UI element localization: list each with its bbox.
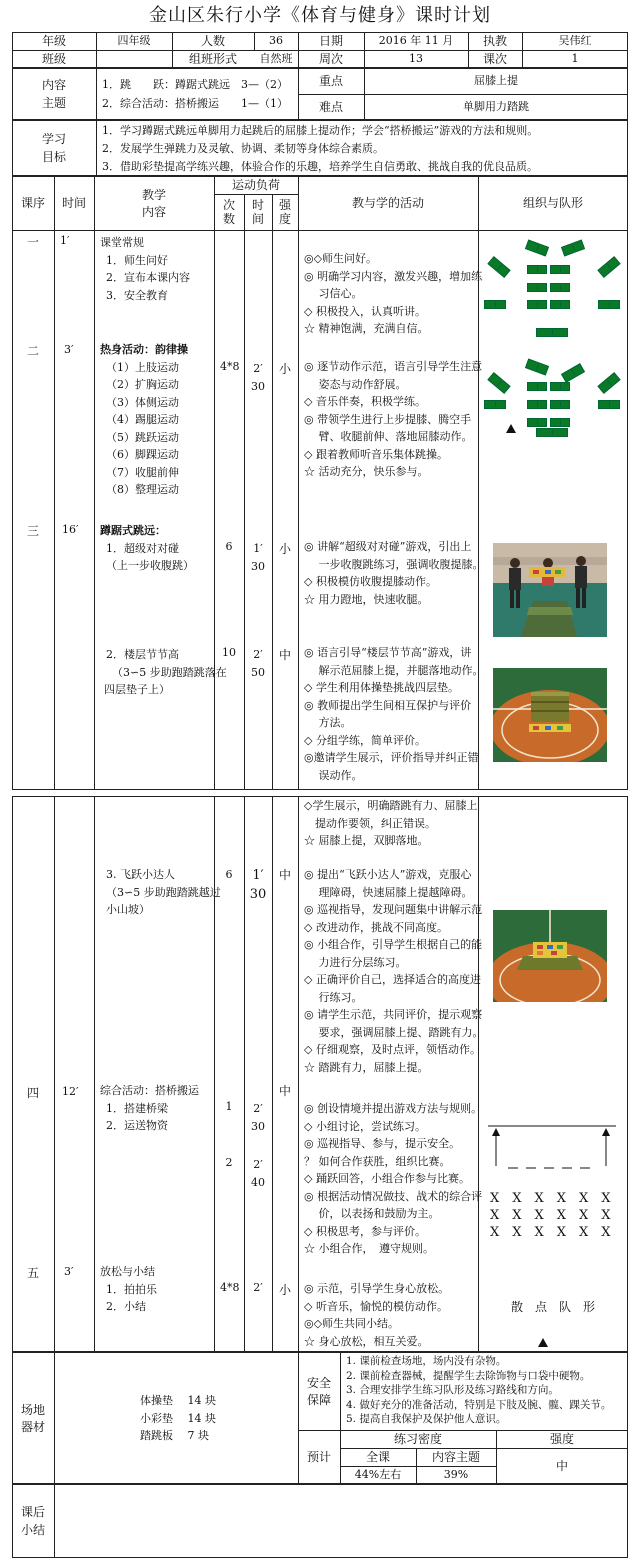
difficulty-label: 难点 (318, 100, 343, 114)
activity-line: ◎邀请学生展示，评价指导并纠正错 (304, 751, 479, 764)
equipment-item: 小彩垫 14 块 (140, 1411, 216, 1425)
activity-line: ◎◇师生问好。 (304, 252, 378, 265)
intensity-label: 强度 (549, 1432, 574, 1446)
activity-line: ◇ 踊跃回答，小组合作参与比赛。 (304, 1172, 470, 1185)
count-value: 36 (269, 34, 283, 47)
activity-line: ☆ 屈膝上提，双脚落地。 (304, 834, 429, 847)
sec3-intensity-a: 小 (278, 542, 291, 556)
activity-line: ◇ 改进动作，挑战不同高度。 (304, 920, 448, 934)
content-item: 2．综合活动：搭桥搬运 1—（1） (102, 97, 288, 110)
activity-line: ☆ 活动充分，快乐参与。 (304, 465, 429, 478)
date-label: 日期 (318, 34, 343, 48)
lesson-label: 课次 (482, 52, 507, 66)
sec4-order: 四 (26, 1086, 39, 1100)
content-line: 四层垫子上） (104, 683, 170, 696)
topic-density-value: 39% (443, 1468, 469, 1481)
activity-line: 价，以表扬和鼓励为主。 (304, 1207, 440, 1220)
content-line: （8）整理运动 (106, 483, 179, 496)
goal-item: 1．学习蹲踞式跳远单脚用力起跳后的屈膝上提动作；学会“搭桥搬运”游戏的方法和规则。 (102, 124, 539, 137)
col-activities: 教与学的活动 (351, 196, 424, 210)
grade-value: 四年级 (117, 34, 151, 47)
teacher-label: 执教 (482, 34, 507, 48)
week-value: 13 (409, 52, 423, 65)
whole-density-value: 44%左右 (354, 1468, 402, 1481)
activity-line: ◎ 带领学生进行上步提膝、腾空手 (304, 412, 472, 426)
activity-line: ☆ 精神饱满，充满自信。 (304, 322, 429, 335)
content-line: 1．拍拍乐 (106, 1282, 157, 1296)
activity-line: ◇ 分组学练，简单评价。 (304, 733, 426, 747)
activity-line: ◇ 听音乐，愉悦的模仿动作。 (304, 1299, 448, 1313)
activity-line: 力进行分层练习。 (304, 955, 407, 969)
activity-line: ◇ 学生利用体操垫挑战四层垫。 (304, 681, 459, 694)
activity-line: 误动作。 (304, 768, 363, 782)
equipment-item: 体操垫 14 块 (140, 1394, 216, 1407)
sec4-duration-b: 2′ 40 (251, 1158, 265, 1189)
safety-item: 5. 提高自我保护及保护他人意识。 (346, 1413, 507, 1425)
group-value: 自然班 (259, 52, 293, 65)
sec3-times-b: 10 (222, 646, 236, 659)
sec5-order: 五 (26, 1266, 39, 1280)
content-line: 2．运送物资 (106, 1119, 168, 1132)
content-line: （4）踢腿运动 (106, 413, 179, 426)
sec2-intensity: 小 (278, 362, 291, 376)
content-line: （6）脚踝运动 (106, 448, 179, 461)
sec3-duration-b: 2′ 50 (251, 648, 265, 679)
content-line: 2．小结 (106, 1300, 146, 1313)
content-line: （上一步收腹跳） (106, 559, 194, 572)
teacher-value: 吴伟红 (558, 34, 592, 47)
sec2-order: 二 (26, 344, 39, 358)
sec5-activities (304, 1280, 449, 1350)
sec3c-activities (304, 866, 484, 1076)
content-line: 2．宣布本课内容 (106, 271, 190, 284)
sec3-intensity-b: 中 (278, 648, 291, 662)
activity-line: ◎ 教师提出学生间相互保护与评价 (304, 698, 472, 712)
activity-line: 解示范屈膝上提，并腿落地动作。 (304, 663, 484, 677)
count-label: 人数 (200, 34, 225, 48)
sec2-content (100, 341, 188, 499)
col-load: 运动负荷 (231, 178, 280, 192)
activity-line: 习信心。 (304, 287, 363, 300)
col-content-1: 教学 (141, 187, 166, 202)
activity-line: ◎ 语言引导“楼层节节高”游戏，讲 (304, 646, 472, 659)
safety-label-1: 安全 (306, 1375, 331, 1390)
content-line: 1．师生问好 (106, 253, 168, 267)
sec3-times-a: 6 (225, 540, 233, 553)
activity-line: ◎ 示范，引导学生身心放松。 (304, 1282, 450, 1295)
activity-line: 臂、收腿前伸、落地屈膝动作。 (304, 430, 473, 443)
col-organization: 组织与队形 (522, 196, 583, 210)
activity-line: ◎ 讲解“超级对对碰”游戏，引出上 (304, 540, 472, 553)
content-line: 放松与小结 (100, 1265, 155, 1278)
lesson-value: 1 (571, 52, 579, 65)
content-line: （3∽5 步助跑踏跳落在 (112, 665, 227, 679)
content-label-1: 内容 (41, 78, 66, 92)
sec1-order: 一 (26, 235, 39, 249)
activity-line: 理障碍，快速屈膝上提越障碍。 (304, 885, 473, 899)
sec2-times: 4*8 (220, 360, 240, 373)
goals-label-2: 目标 (41, 150, 66, 164)
content-line: 3. 飞跃小达人 (106, 868, 175, 881)
content-line: （3）体侧运动 (106, 395, 179, 409)
content-line: 热身活动：韵律操 (100, 343, 188, 356)
col-int-1: 强 (278, 198, 291, 212)
activity-line: ◇ 小组讨论，尝试练习。 (304, 1119, 426, 1133)
safety-item: 3. 合理安排学生练习队形及练习路线和方向。 (346, 1384, 559, 1396)
activity-line: ◎ 创设情境并提出游戏方法与规则。 (304, 1102, 483, 1115)
activity-line: ◎ 请学生示范，共同评价，提示观察 (304, 1008, 483, 1021)
page-title: 金山区朱行小学《体育与健身》课时计划 (149, 5, 491, 26)
teacher-marker-icon (506, 424, 516, 433)
date-value: 2016 年 11 月 (378, 34, 454, 47)
sec3c-times: 6 (225, 868, 233, 881)
intensity-value: 中 (555, 1459, 568, 1473)
safety-item: 4. 做好充分的准备活动，特别是下肢及腕、髋、踝关节。 (346, 1398, 612, 1411)
sec4-activities (304, 1100, 482, 1258)
col-order: 课序 (20, 196, 45, 210)
class-label: 班级 (41, 52, 66, 66)
content-line: 蹲踞式跳远： (100, 524, 166, 537)
photo-obstacle (493, 910, 607, 1002)
venue-label-1: 场地 (20, 1402, 45, 1417)
activity-line: ◎◇师生共同小结。 (304, 1317, 400, 1330)
photo-super-bump (493, 543, 607, 637)
content-line: 3．安全教育 (106, 288, 168, 302)
equipment-list (140, 1392, 216, 1445)
activity-line: ◎ 小组合作，引导学生根据自己的能 (304, 938, 483, 951)
sec4-intensity: 中 (278, 1084, 291, 1098)
col-dur-2: 间 (251, 212, 264, 226)
sec2-time: 3′ (64, 343, 74, 356)
venue-label-2: 器材 (20, 1419, 45, 1434)
sec3c-duration: 1′ 30 (249, 868, 267, 902)
sec3c-activities-pre (304, 797, 477, 850)
activity-line: ◎ 逐节动作示范，语言引导学生注意 (304, 360, 483, 373)
activity-line: ☆ 身心放松，相互关爱。 (304, 1334, 429, 1348)
equipment-item: 踏跳板 7 块 (140, 1429, 209, 1442)
sec3-order: 三 (26, 524, 39, 538)
activity-line: ◎ 明确学习内容，激发兴趣，增加练 (304, 269, 483, 283)
sec3-activities-a (304, 538, 484, 608)
sec2-activities (304, 358, 482, 481)
col-times-2: 数 (222, 212, 235, 226)
sec1-activities (304, 250, 482, 338)
sec5-duration: 2′ (253, 1281, 263, 1294)
week-label: 周次 (318, 52, 343, 66)
formation-rows: X X X X X X X X X X X X X X X X X X (490, 1191, 611, 1240)
sec4-time: 12′ (62, 1085, 79, 1098)
content-line: 1．搭建桥梁 (106, 1101, 168, 1115)
group-label: 组班形式 (188, 52, 237, 66)
goal-item: 3．借助彩垫提高学练兴趣，体验合作的乐趣，培养学生自信勇敢、挑战自我的优良品质。 (102, 160, 538, 173)
safety-label-2: 保障 (306, 1392, 331, 1407)
col-time: 时间 (61, 196, 86, 210)
sec4-times-b: 2 (225, 1156, 233, 1169)
sec3c-intensity: 中 (278, 868, 291, 882)
col-times-1: 次 (222, 198, 235, 212)
content-line: （5）跳跃运动 (106, 430, 179, 444)
goals-label-1: 学习 (41, 132, 66, 146)
content-line: （1）上肢运动 (106, 360, 179, 374)
content-line: 课堂常规 (100, 236, 144, 249)
activity-line: ◎ 提出“飞跃小达人”游戏，克服心 (304, 868, 472, 881)
sec4-duration-a: 2′ 30 (251, 1102, 265, 1133)
activity-line: ◇ 积极模仿收腹提膝动作。 (304, 575, 437, 588)
content-item: 1．跳 跃：蹲踞式跳远 3—（2） (102, 78, 288, 91)
sec4-times-a: 1 (225, 1100, 233, 1113)
activity-line: 一步收腹跳练习，强调收腹提膝。 (304, 557, 484, 571)
grade-label: 年级 (41, 34, 66, 48)
activity-line: 姿态与动作舒展。 (304, 377, 407, 391)
activity-line: ？ 如何合作获胜，组织比赛。 (304, 1154, 451, 1168)
col-dur-1: 时 (251, 198, 264, 212)
sec3-activities-b (304, 644, 484, 784)
summary-label-1: 课后 (20, 1505, 45, 1519)
content-line: （3∽5 步助跑踏跳越过 (106, 885, 221, 899)
activity-line: ◇ 积极投入，认真听讲。 (304, 304, 426, 318)
content-line: 1．超级对对碰 (106, 541, 179, 555)
activity-line: ◇ 积极思考，参与评价。 (304, 1224, 426, 1238)
activity-line: 要求，强调屈膝上提、踏跳有力。 (304, 1025, 484, 1039)
activity-line: ◇学生展示，明确踏跳有力、屈膝上 (304, 799, 478, 812)
formation-label: 散 点 队 形 (510, 1300, 595, 1314)
key-value: 屈膝上提 (474, 74, 518, 87)
activity-line: 行练习。 (304, 990, 363, 1004)
activity-line: 方法。 (304, 716, 352, 729)
sec3c-content (100, 866, 221, 919)
activity-line: 提动作要领，纠正错误。 (304, 816, 436, 830)
content-label-2: 主题 (41, 96, 66, 110)
sec3-content-b (100, 646, 227, 699)
teacher-marker-icon (538, 1338, 548, 1347)
sec5-times: 4*8 (220, 1281, 240, 1294)
forecast-label: 预计 (306, 1450, 331, 1464)
activity-line: ◇ 音乐伴奏，积极学练。 (304, 395, 426, 408)
topic-label: 内容主题 (431, 1450, 480, 1464)
content-line: 小山坡） (106, 903, 150, 916)
col-content-2: 内容 (141, 204, 166, 219)
content-line: 综合活动：搭桥搬运 (100, 1084, 199, 1097)
content-line: （2）扩胸运动 (106, 378, 179, 391)
content-line: （7）收腿前伸 (106, 465, 179, 479)
density-label: 练习密度 (393, 1432, 442, 1446)
goal-item: 2．发展学生弹跳力及灵敏、协调、柔韧等身体综合素质。 (102, 142, 384, 155)
difficulty-value: 单脚用力踏跳 (463, 100, 529, 113)
activity-line: ◇ 跟着教师听音乐集体跳操。 (304, 447, 448, 461)
key-label: 重点 (318, 74, 343, 88)
activity-line: ☆ 用力蹬地，快速收腿。 (304, 592, 429, 606)
activity-line: ◎ 根据活动情况做技、战术的综合评 (304, 1189, 483, 1203)
sec2-duration: 2′ 30 (251, 362, 265, 393)
whole-label: 全课 (365, 1450, 390, 1464)
sec3-content-a (100, 522, 194, 575)
sec5-content (100, 1263, 157, 1316)
safety-item: 2. 课前检查器械，提醒学生去除饰物与口袋中硬物。 (346, 1369, 591, 1382)
activity-line: ◇ 仔细观察，及时点评，领悟动作。 (304, 1043, 481, 1056)
sec4-content (100, 1082, 199, 1135)
sec5-intensity: 小 (278, 1283, 291, 1297)
safety-item: 1. 课前检查场地，场内没有杂物。 (346, 1355, 507, 1367)
sec3-duration-a: 1′ 30 (251, 542, 265, 573)
activity-line: ◎ 巡视指导、参与，提示安全。 (304, 1137, 461, 1150)
sec1-time: 1′ (60, 234, 70, 247)
activity-line: ☆ 小组合作， 遵守规则。 (304, 1242, 434, 1255)
safety-list (346, 1354, 611, 1427)
photo-stacked-mats (493, 668, 607, 762)
summary-label-2: 小结 (20, 1523, 45, 1537)
sec5-time: 3′ (64, 1265, 74, 1278)
activity-line: ◇ 正确评价自己，选择适合的高度进 (304, 973, 481, 986)
sec3-time: 16′ (62, 523, 79, 536)
col-int-2: 度 (278, 212, 291, 226)
content-line: 2．楼层节节高 (106, 648, 179, 661)
sec1-content (100, 234, 190, 304)
activity-line: ◎ 巡视指导，发现问题集中讲解示范 (304, 903, 483, 916)
activity-line: ☆ 踏跳有力，屈膝上提。 (304, 1060, 429, 1074)
